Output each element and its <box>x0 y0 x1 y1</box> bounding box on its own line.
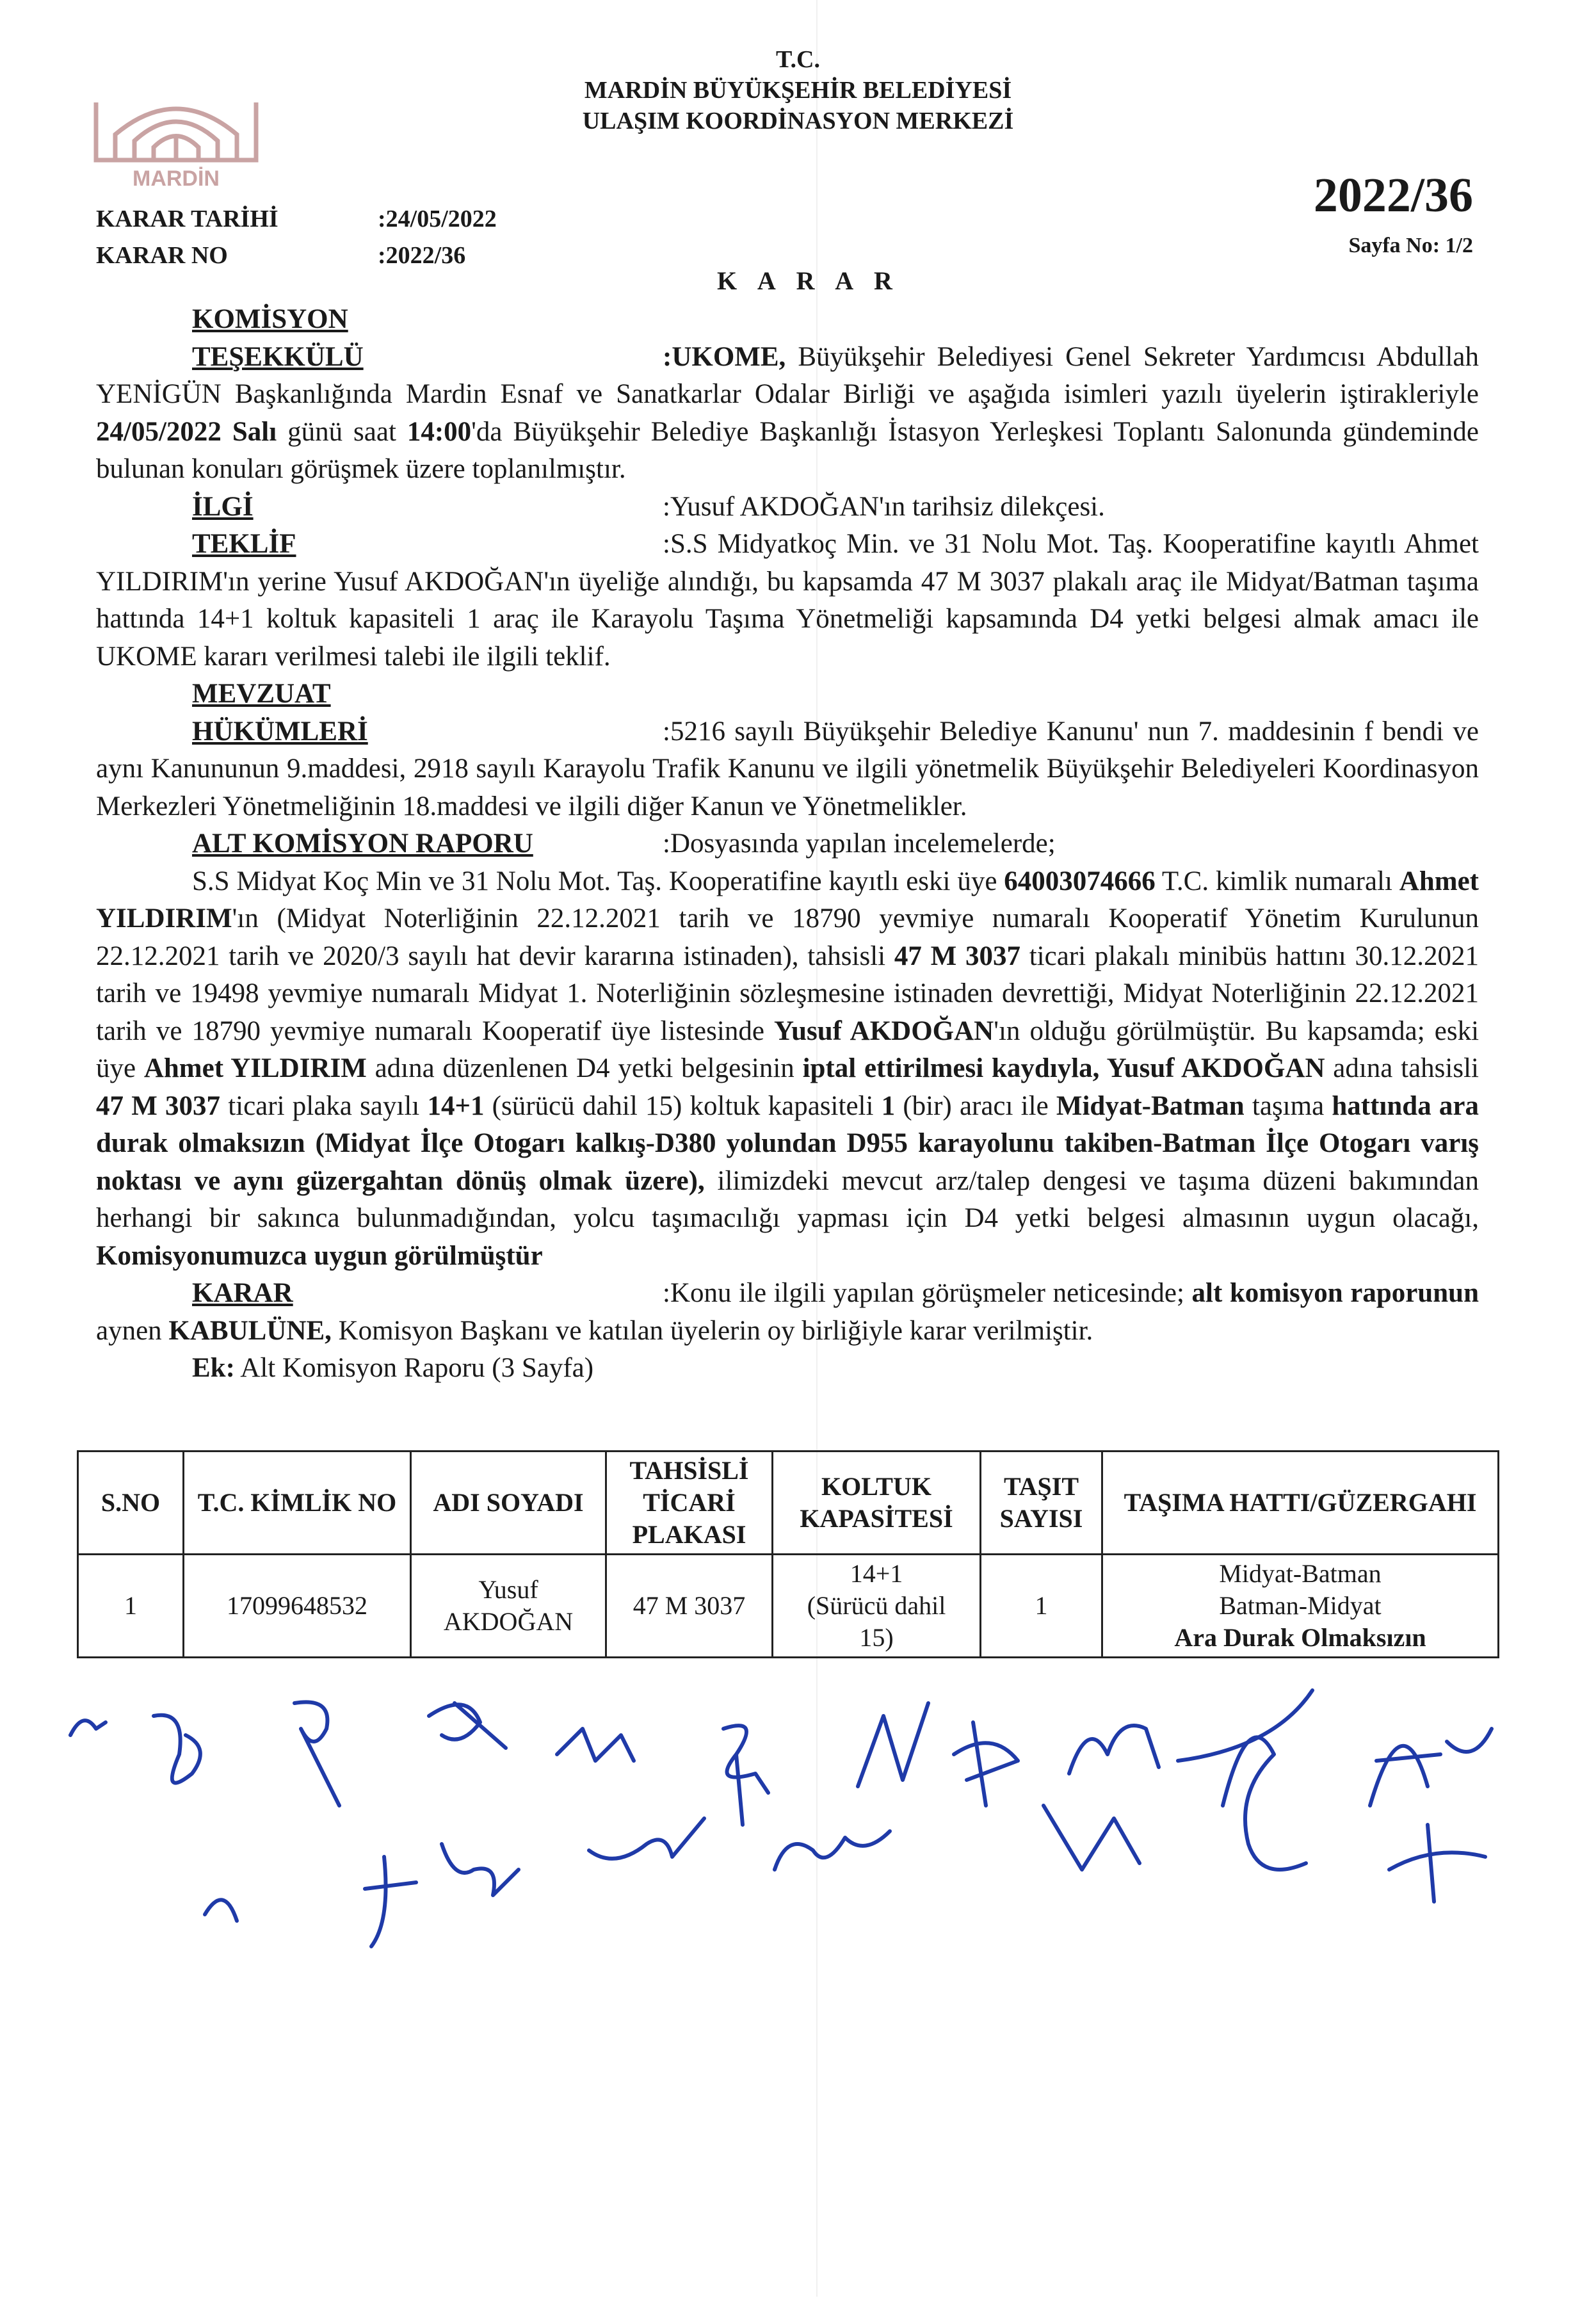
col-name: ADI SOYADI <box>411 1452 606 1555</box>
plate-number: 47 M 3037 <box>894 941 1020 971</box>
tesekkul-lead: :UKOME, <box>663 341 786 372</box>
tesekkul-paragraph <box>96 339 1479 489</box>
karar-paragraph: KARAR :Konu ile ilgili yapılan görüşmeler neticesinde; alt komisyon raporunun aynen KABULÜNE, Komisyon Başkanı ve katılan üyelerin oy birliğiyle karar verilmiştir. <box>96 1275 1479 1350</box>
signatures-area <box>58 1678 1543 2318</box>
cell-route: Midyat-Batman Batman-Midyat Ara Durak Olmaksızın <box>1102 1555 1499 1658</box>
header-tc: T.C. <box>776 46 820 73</box>
signature-16 <box>775 1831 890 1870</box>
cell-name: Yusuf AKDOĞAN <box>411 1555 606 1658</box>
signature-9 <box>1069 1726 1159 1774</box>
old-member-tc: 64003074666 <box>1004 866 1156 896</box>
signature-3 <box>294 1702 339 1806</box>
ek-line <box>96 1350 1479 1387</box>
tesekkul-text3: 'da Büyükşehir Belediye Başkanlığı İstasyon Yerleşkesi Toplantı Salonunda gündeminde bulunan konuları görüşmek üzere toplanılmıştır. <box>96 416 1479 484</box>
ilgi-paragraph <box>96 489 1479 526</box>
col-vehicle-count: TAŞIT SAYISI <box>981 1452 1102 1555</box>
mevzuat-row <box>96 675 1479 713</box>
cell-tc: 17099648532 <box>184 1555 411 1658</box>
new-member-name: Yusuf AKDOĞAN <box>773 1015 994 1046</box>
signature-13 <box>365 1857 416 1946</box>
hukumleri-label: HÜKÜMLERİ <box>192 716 368 747</box>
alt-komisyon-label: ALT KOMİSYON RAPORU <box>192 829 533 859</box>
ilgi-label: İLGİ <box>192 491 254 522</box>
signature-2 <box>154 1715 200 1783</box>
table-header-row <box>78 1452 1499 1555</box>
col-sno: S.NO <box>78 1452 184 1555</box>
table-row <box>78 1555 1499 1658</box>
teklif-label: TEKLİF <box>192 529 296 559</box>
signature-8 <box>954 1722 1018 1806</box>
cell-sno: 1 <box>78 1555 184 1658</box>
karar-tarihi-value: :24/05/2022 <box>378 206 497 232</box>
mevzuat-text: :5216 sayılı Büyükşehir Belediye Kanunu' nun 7. maddesinin f bendi ve aynı Kanununun 9.maddesi, 2918 sayılı Karayolu Trafik Kanunu ve ilgili yönetmelik Büyükşehir Belediyeleri Koordinasyon Merkezleri Yönetmeliğinin 18.maddesi ve ilgili diğer Kanun ve Yönetmelikler. <box>96 716 1479 821</box>
alt-komisyon-paragraph <box>96 825 1479 863</box>
alt-komisyon-text: :Dosyasında yapılan incelemelerde; <box>663 829 1056 859</box>
signature-4 <box>429 1703 506 1748</box>
tesekkul-text2: günü saat <box>277 416 407 447</box>
karar-tarihi-label: KARAR TARİHİ <box>96 206 278 232</box>
cell-plate: 47 M 3037 <box>606 1555 773 1658</box>
municipality-logo <box>90 90 262 202</box>
old-member-name: Ahmet YILDIRIM <box>96 866 1479 934</box>
karar-label: KARAR <box>192 1278 293 1308</box>
signature-18 <box>1223 1737 1306 1870</box>
meeting-time: 14:00 <box>407 416 472 447</box>
karar-no-label: KARAR NO <box>96 242 228 269</box>
teklif-text: :S.S Midyatkoç Min. ve 31 Nolu Mot. Taş. Kooperatifine kayıtlı Ahmet YILDIRIM'ın yerine Yusuf AKDOĞAN'ın üyeliğe alındığı, bu kapsamda 47 M 3037 plakalı araç ile Midyat/Batman taşıma hattında 14+1 koltuk kapasiteli 1 araç ile Karayolu Taşıma Yönetmeliği kapsamında D4 yetki belgesi almak amacı ile UKOME kararı verilmesi talebi ile ilgili teklif. <box>96 529 1479 672</box>
signature-5 <box>557 1729 634 1761</box>
ilgi-text: :Yusuf AKDOĞAN'ın tarihsiz dilekçesi. <box>663 491 1105 522</box>
col-route: TAŞIMA HATTI/GÜZERGAHI <box>1102 1452 1499 1555</box>
col-capacity: KOLTUK KAPASİTESİ <box>773 1452 981 1555</box>
mevzuat-label: MEVZUAT <box>192 679 331 709</box>
document-title: K A R A R <box>717 266 900 295</box>
cell-vehicle-count: 1 <box>981 1555 1102 1658</box>
header-department: ULAŞIM KOORDİNASYON MERKEZİ <box>582 108 1014 134</box>
signature-6 <box>723 1726 768 1825</box>
signature-19 <box>1389 1825 1485 1902</box>
teklif-paragraph <box>96 526 1479 675</box>
komisyon-row <box>96 301 1479 339</box>
signature-1 <box>70 1720 106 1735</box>
rapor-paragraph: S.S Midyat Koç Min ve 31 Nolu Mot. Taş. Kooperatifine kayıtlı eski üye 64003074666 T.C. kimlik numaralı Ahmet YILDIRIM'ın (Midyat Noterliğinin 22.12.2021 tarih ve 18790 yevmiye numaralı Kooperatif Yönetim Kurulunun 22.12.2021 tarih ve 2020/3 sayılı hat devir kararına istinaden), tahsisli 47 M 3037 ticari plakalı minibüs hattını 30.12.2021 tarih ve 19498 yevmiye numaralı Midyat 1. Noterliğinin sözleşmesine istinaden devrettiği, Midyat Noterliğinin 22.12.2021 tarih ve 18790 yevmiye numaralı Kooperatif üye listesinde Yusuf AKDOĞAN'ın olduğu görülmüştür. Bu kapsamda; eski üye Ahmet YILDIRIM adına düzenlenen D4 yetki belgesinin iptal ettirilmesi kaydıyla, Yusuf AKDOĞAN adına tahsisli 47 M 3037 ticari plaka sayılı 14+1 (sürücü dahil 15) koltuk kapasiteli 1 (bir) aracı ile Midyat-Batman taşıma hattında ara durak olmaksızın (Midyat İlçe Otogarı kalkış-D380 yolundan D955 karayolunu takiben-Batman İlçe Otogarı varış noktası ve aynı güzergahtan dönüş olmak üzere), ilimizdeki mevcut arz/talep dengesi ve taşıma düzeni bakımından herhangi bir sakınca bulunmadığından, yolcu taşımacılığı yapması için D4 yetki belgesi almasının uygun olacağı, Komisyonumuzca uygun görülmüştür <box>96 866 1479 1271</box>
signature-10 <box>1178 1690 1312 1761</box>
route-description: hattında ara durak olmaksızın (Midyat İlçe Otogarı kalkış-D380 yolundan D955 karayolunu takiben-Batman İlçe Otogarı varış noktası ve aynı güzergahtan dönüş olmak üzere), <box>96 1090 1479 1196</box>
meeting-date: 24/05/2022 Salı <box>96 416 277 447</box>
header-municipality: MARDİN BÜYÜKŞEHİR BELEDİYESİ <box>584 77 1012 104</box>
logo-text: MARDİN <box>133 166 220 191</box>
decision-accept: KABULÜNE, <box>168 1315 332 1346</box>
decision-body <box>96 301 1479 1387</box>
signature-17 <box>1044 1806 1140 1870</box>
karar-no-value: :2022/36 <box>378 242 466 269</box>
tesekkul-text1: Büyükşehir Belediyesi Genel Sekreter Yardımcısı Abdullah YENİGÜN Başkanlığında Mardin Esnaf ve Sanatkarlar Odalar Birliği ve aşağıda isimleri yazılı üyelerin iştirakleriyle <box>96 341 1479 409</box>
signature-7 <box>858 1703 928 1786</box>
signature-11 <box>1370 1729 1492 1806</box>
ek-label: Ek: <box>192 1353 235 1383</box>
col-plate: TAHSİSLİ TİCARİ PLAKASI <box>606 1452 773 1555</box>
page-number: Sayfa No: 1/2 <box>1348 234 1473 257</box>
tesekkul-label: TEŞEKKÜLÜ <box>192 341 364 372</box>
komisyon-label: KOMİSYON <box>192 304 348 334</box>
cell-capacity: 14+1 (Sürücü dahil 15) <box>773 1555 981 1658</box>
ek-text: Alt Komisyon Raporu (3 Sayfa) <box>234 1353 594 1383</box>
signature-15 <box>589 1818 704 1859</box>
signature-14 <box>442 1844 519 1895</box>
col-tc: T.C. KİMLİK NO <box>184 1452 411 1555</box>
vehicle-table <box>77 1450 1499 1658</box>
decision-number: 2022/36 <box>1313 168 1473 222</box>
signature-12 <box>205 1900 237 1921</box>
mevzuat-paragraph <box>96 713 1479 826</box>
